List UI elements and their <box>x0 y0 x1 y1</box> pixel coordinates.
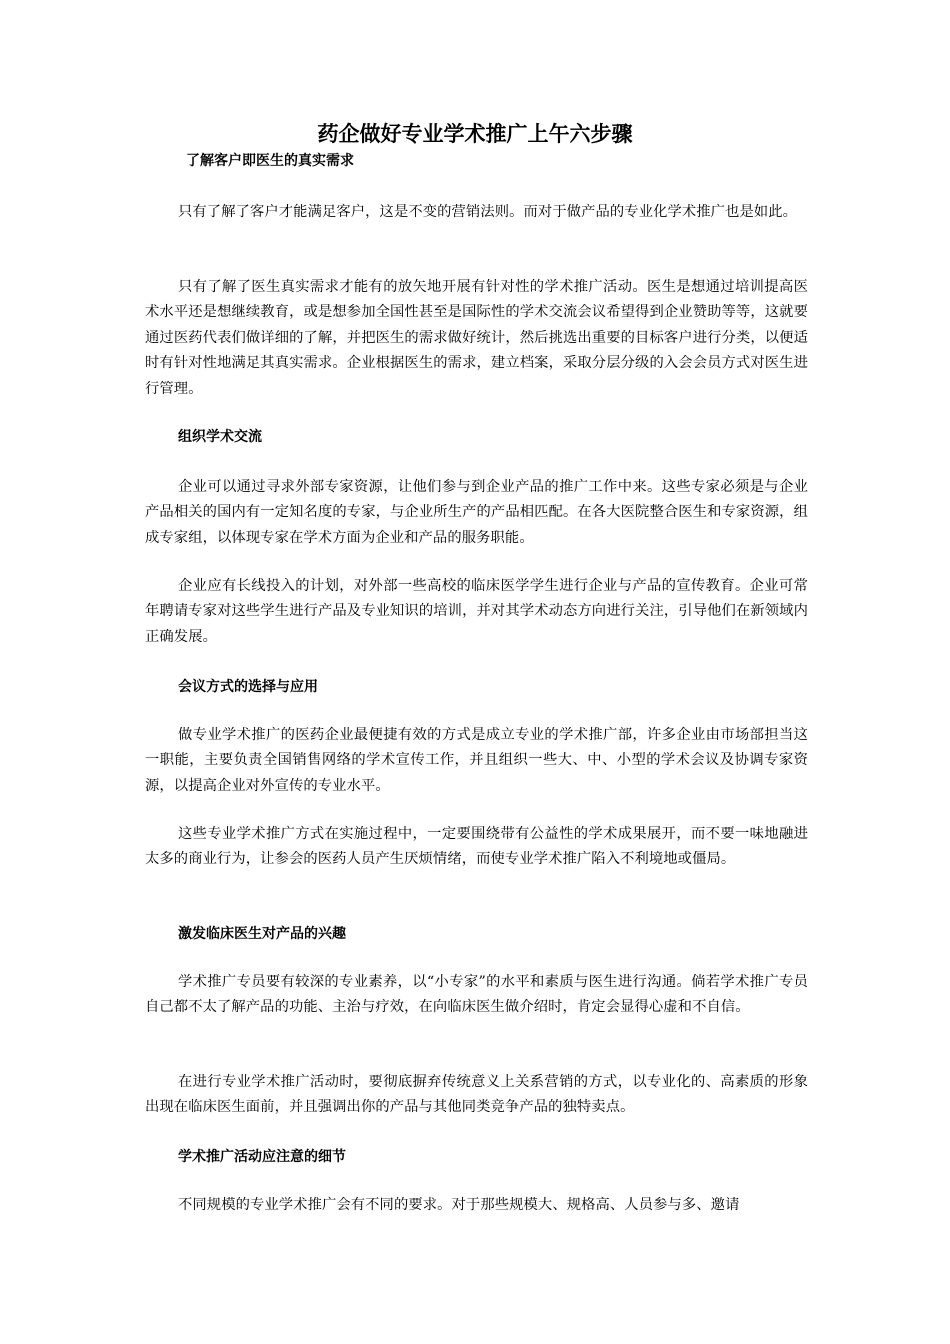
document-title: 药企做好专业学术推广上午六步骤 <box>317 122 633 146</box>
paragraph: 只有了解了客户才能满足客户，这是不变的营销法则。而对于做产品的专业化学术推广也是如此。 <box>178 204 798 220</box>
section-heading-meeting-methods: 会议方式的选择与应用 <box>178 679 318 695</box>
section-heading-academic-exchange: 组织学术交流 <box>178 429 262 445</box>
section-heading-understand-needs: 了解客户即医生的真实需求 <box>186 153 354 169</box>
paragraph: 在进行专业学术推广活动时，要彻底摒弃传统意义上关系营销的方式，以专业化的、高素质的形象出现在临床医生面前，并且强调出你的产品与其他同类竞争产品的独特卖点。 <box>145 1074 808 1116</box>
paragraph: 不同规模的专业学术推广会有不同的要求。对于那些规模大、规格高、人员参与多、邀请 <box>178 1197 740 1213</box>
section-heading-activity-details: 学术推广活动应注意的细节 <box>178 1149 346 1165</box>
paragraph: 企业可以通过寻求外部专家资源，让他们参与到企业产品的推广工作中来。这些专家必须是与企业产品相关的国内有一定知名度的专家，与企业所生产的产品相匹配。在各大医院整合医生和专家资源，组成专家组，以体现专家在学术方面为企业和产品的服务职能。 <box>145 479 808 546</box>
paragraph: 企业应有长线投入的计划，对外部一些高校的临床医学学生进行企业与产品的宣传教育。企业可常年聘请专家对这些学生进行产品及专业知识的培训，并对其学术动态方向进行关注，引导他们在新领域内正确发展。 <box>145 578 808 645</box>
paragraph: 做专业学术推广的医药企业最便捷有效的方式是成立专业的学术推广部，许多企业由市场部担当这一职能，主要负责全国销售网络的学术宣传工作，并且组织一些大、中、小型的学术会议及协调专家资源，以提高企业对外宣传的专业水平。 <box>145 727 808 794</box>
paragraph: 只有了解了医生真实需求才能有的放矢地开展有针对性的学术推广活动。医生是想通过培训提高医术水平还是想继续教育，或是想参加全国性甚至是国际性的学术交流会议希望得到企业赞助等等，这就要通过医药代表们做详细的了解，并把医生的需求做好统计，然后挑选出重要的目标客户进行分类，以便适时有针对性地满足其真实需求。企业根据医生的需求，建立档案，采取分层分级的入会会员方式对医生进行管理。 <box>145 279 808 397</box>
paragraph: 这些专业学术推广方式在实施过程中，一定要围绕带有公益性的学术成果展开，而不要一味地融进太多的商业行为，让参会的医药人员产生厌烦情绪，而使专业学术推广陷入不利境地或僵局。 <box>145 826 808 868</box>
section-heading-stimulate-interest: 激发临床医生对产品的兴趣 <box>178 926 346 942</box>
paragraph: 学术推广专员要有较深的专业素养，以“小专家”的水平和素质与医生进行沟通。倘若学术推广专员自己都不太了解产品的功能、主治与疗效，在向临床医生做介绍时，肯定会显得心虚和不自信。 <box>145 974 808 1016</box>
